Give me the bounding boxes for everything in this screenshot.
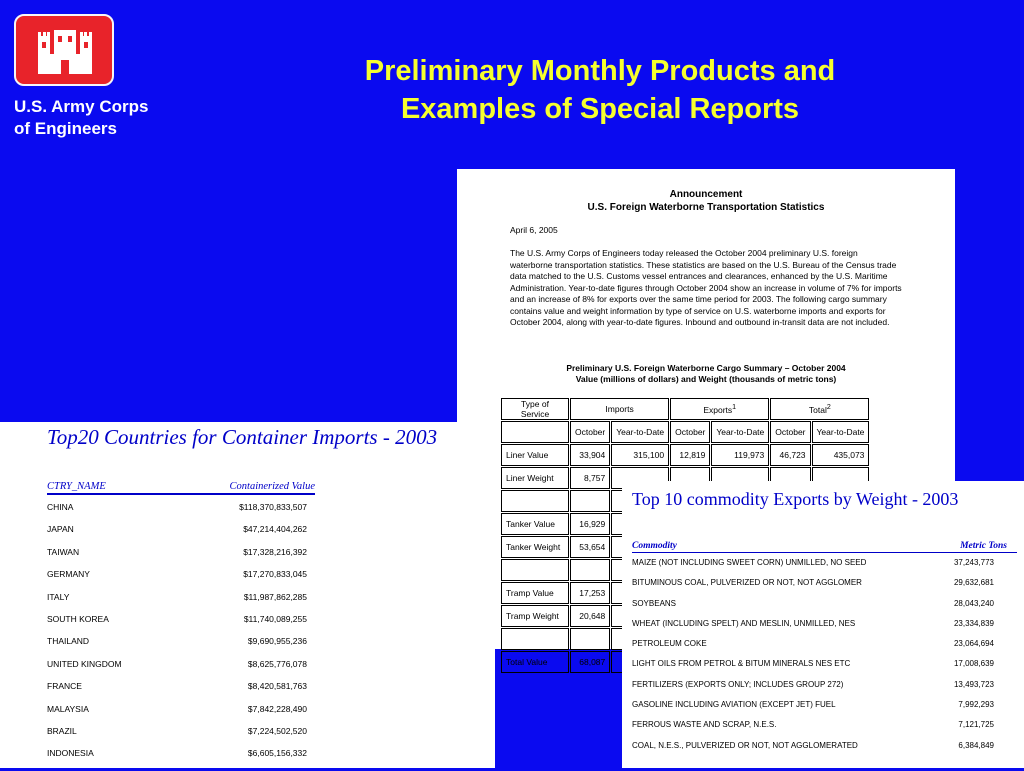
usace-castle-logo (14, 14, 114, 86)
cell-value: 16,929 (570, 513, 610, 535)
table-row (47, 659, 307, 681)
cell-value: 33,904 (570, 444, 610, 466)
col-imports: Imports (570, 398, 669, 420)
exports-report-title: Top 10 commodity Exports by Weight - 2003 (632, 489, 959, 509)
announcement-heading (457, 188, 955, 214)
cargo-summary-title (457, 363, 955, 385)
row-label: Tramp Value (501, 582, 569, 604)
org-line-2: of Engineers (14, 119, 117, 138)
cell-value: 435,073 (812, 444, 870, 466)
metric-tons: 23,334,839 (953, 618, 994, 628)
subheader-october: October (570, 421, 610, 443)
table-row (47, 726, 307, 748)
commodity-name: COAL, N.E.S., PULVERIZED OR NOT, NOT AGGLOMERATED (632, 740, 858, 750)
country-name: THAILAND (47, 636, 90, 647)
country-name: CHINA (47, 502, 74, 512)
country-name: JAPAN (47, 524, 74, 535)
country-name: FRANCE (47, 681, 82, 692)
cell-value: 46,723 (770, 444, 810, 466)
country-name: SOUTH KOREA (47, 613, 109, 624)
country-name: INDONESIA (47, 748, 94, 759)
table-row (632, 558, 994, 578)
cell-value (570, 628, 610, 650)
commodity-name: LIGHT OILS FROM PETROL & BITUM MINERALS NES ETC (632, 659, 851, 669)
commodity-name: MAIZE (NOT INCLUDING SWEET CORN) UNMILLED, NO SEED (632, 558, 867, 567)
containerized-value: $17,328,216,392 (243, 546, 307, 557)
table-row (47, 704, 307, 726)
country-name: ITALY (47, 591, 70, 602)
containerized-value: $17,270,833,045 (243, 569, 307, 580)
containerized-value: $47,214,404,262 (243, 524, 307, 535)
table-row (632, 700, 994, 720)
org-line-1: U.S. Army Corps (14, 97, 149, 116)
exports-footnote-mark: 1 (732, 403, 737, 412)
commodity-exports-report (622, 481, 1024, 768)
announcement-date: April 6, 2005 (510, 225, 558, 235)
subheader-blank (501, 421, 569, 443)
row-label: Tramp Weight (501, 605, 569, 627)
summary-title-2: Value (millions of dollars) and Weight (thousands of metric tons) (575, 374, 837, 384)
exports-table-body (632, 558, 994, 761)
row-label: Tanker Weight (501, 536, 569, 558)
containerized-value: $118,370,833,507 (239, 502, 307, 512)
exports-table-header (632, 538, 1017, 553)
subheader-ytd: Year-to-Date (711, 421, 769, 443)
cell-value (570, 559, 610, 581)
row-label: Total Value (501, 651, 569, 673)
country-name: MALAYSIA (47, 703, 89, 714)
cell-value: 8,757 (570, 467, 610, 489)
commodity-name: WHEAT (INCLUDING SPELT) AND MESLIN, UNMILLED, NES (632, 618, 856, 628)
announcement-body: The U.S. Army Corps of Engineers today released the October 2004 preliminary U.S. foreign waterborne transportation statistics. These statistics are based on the U.S. Bureau of the Census trade data matched to the U.S. Customs vessel entrances and clearances, enhanced by the U.S. Maritime Administration. Year-to-date figures through October 2004 show an increase in volume of 7% for imports and an increase of 8% for exports over the same time period for 2003. The following cargo summary contains value and weight information by type of service on U.S. waterborne imports and exports for October 2004, along with year-to-date figures. Inbound and outbound in-transit data are not included. (510, 248, 902, 327)
containerized-value: $9,690,955,236 (247, 636, 307, 647)
commodity-name: GASOLINE INCLUDING AVIATION (EXCEPT JET) FUEL (632, 700, 836, 710)
col-type-of-service: Type of Service (501, 398, 569, 420)
metric-tons: 6,384,849 (958, 740, 994, 750)
table-row (47, 681, 307, 703)
organization-name (14, 96, 148, 140)
cell-value: 12,819 (670, 444, 710, 466)
table-row (47, 748, 307, 770)
cell-value (570, 490, 610, 512)
table-row (632, 578, 994, 598)
col-country-name: CTRY_NAME (47, 481, 106, 492)
containerized-value: $8,420,581,763 (247, 681, 307, 692)
imports-report-title: Top20 Countries for Container Imports - 2003 (47, 425, 438, 449)
table-row (632, 720, 994, 740)
subheader-ytd: Year-to-Date (812, 421, 870, 443)
imports-table-body (47, 502, 307, 771)
cell-value: 119,973 (711, 444, 769, 466)
metric-tons: 13,493,723 (953, 679, 994, 689)
imports-table-header (47, 478, 315, 495)
subheader-october: October (770, 421, 810, 443)
table-header-row (501, 398, 869, 420)
table-row (47, 592, 307, 614)
castle-icon (38, 30, 92, 74)
title-line-1: Preliminary Monthly Products and (364, 55, 836, 87)
table-row (632, 680, 994, 700)
row-label (501, 628, 569, 650)
commodity-name: PETROLEUM COKE (632, 639, 707, 649)
containerized-value: $7,842,228,490 (247, 703, 307, 714)
row-label (501, 490, 569, 512)
metric-tons: 28,043,240 (953, 598, 994, 608)
summary-title-1: Preliminary U.S. Foreign Waterborne Cargo Summary – October 2004 (566, 363, 846, 373)
table-row (632, 639, 994, 659)
table-row (632, 741, 994, 761)
metric-tons: 7,121,725 (958, 720, 994, 730)
metric-tons: 29,632,681 (953, 578, 994, 588)
containerized-value: $11,740,089,255 (243, 613, 307, 624)
metric-tons: 37,243,773 (953, 558, 994, 567)
col-exports (670, 398, 769, 420)
table-row (632, 599, 994, 619)
title-line-2: Examples of Special Reports (400, 93, 800, 125)
col-commodity: Commodity (632, 541, 677, 551)
metric-tons: 17,008,639 (953, 659, 994, 669)
total-footnote-mark: 2 (826, 403, 831, 412)
announcement-heading-2: U.S. Foreign Waterborne Transportation Statistics (587, 202, 825, 213)
table-row (47, 502, 307, 524)
metric-tons: 7,992,293 (958, 700, 994, 710)
table-row (47, 636, 307, 658)
cell-value: 315,100 (611, 444, 669, 466)
cell-value: 17,253 (570, 582, 610, 604)
col-exports-label: Exports (703, 404, 733, 415)
row-label: Liner Weight (501, 467, 569, 489)
country-name: GERMANY (47, 569, 90, 580)
country-name: TAIWAN (47, 546, 80, 557)
table-row (501, 444, 869, 466)
row-label: Liner Value (501, 444, 569, 466)
containerized-value: $7,224,502,520 (247, 725, 307, 736)
col-total (770, 398, 869, 420)
table-row (632, 619, 994, 639)
containerized-value: $11,987,862,285 (243, 591, 307, 602)
col-containerized-value: Containerized Value (229, 481, 315, 492)
slide-title (260, 52, 940, 128)
announcement-heading-1: Announcement (669, 189, 743, 200)
commodity-name: FERROUS WASTE AND SCRAP, N.E.S. (632, 720, 777, 730)
container-imports-report (0, 422, 495, 768)
table-row (47, 569, 307, 591)
cell-value: 68,087 (570, 651, 610, 673)
country-name: UNITED KINGDOM (47, 658, 122, 669)
commodity-name: BITUMINOUS COAL, PULVERIZED OR NOT, NOT AGGLOMER (632, 578, 862, 588)
country-name: BRAZIL (47, 725, 77, 736)
row-label (501, 559, 569, 581)
commodity-name: SOYBEANS (632, 598, 677, 608)
col-metric-tons: Metric Tons (960, 541, 1007, 551)
cell-value: 20,648 (570, 605, 610, 627)
col-total-label: Total (808, 404, 827, 415)
containerized-value: $8,625,776,078 (247, 658, 307, 669)
table-row (47, 524, 307, 546)
table-row (47, 547, 307, 569)
row-label: Tanker Value (501, 513, 569, 535)
commodity-name: FERTILIZERS (EXPORTS ONLY; INCLUDES GROUP 272) (632, 679, 844, 689)
cell-value: 53,654 (570, 536, 610, 558)
table-row (632, 659, 994, 679)
table-subheader-row (501, 421, 869, 443)
table-row (47, 614, 307, 636)
subheader-october: October (670, 421, 710, 443)
metric-tons: 23,064,694 (953, 639, 994, 649)
containerized-value: $6,605,156,332 (247, 748, 307, 759)
subheader-ytd: Year-to-Date (611, 421, 669, 443)
